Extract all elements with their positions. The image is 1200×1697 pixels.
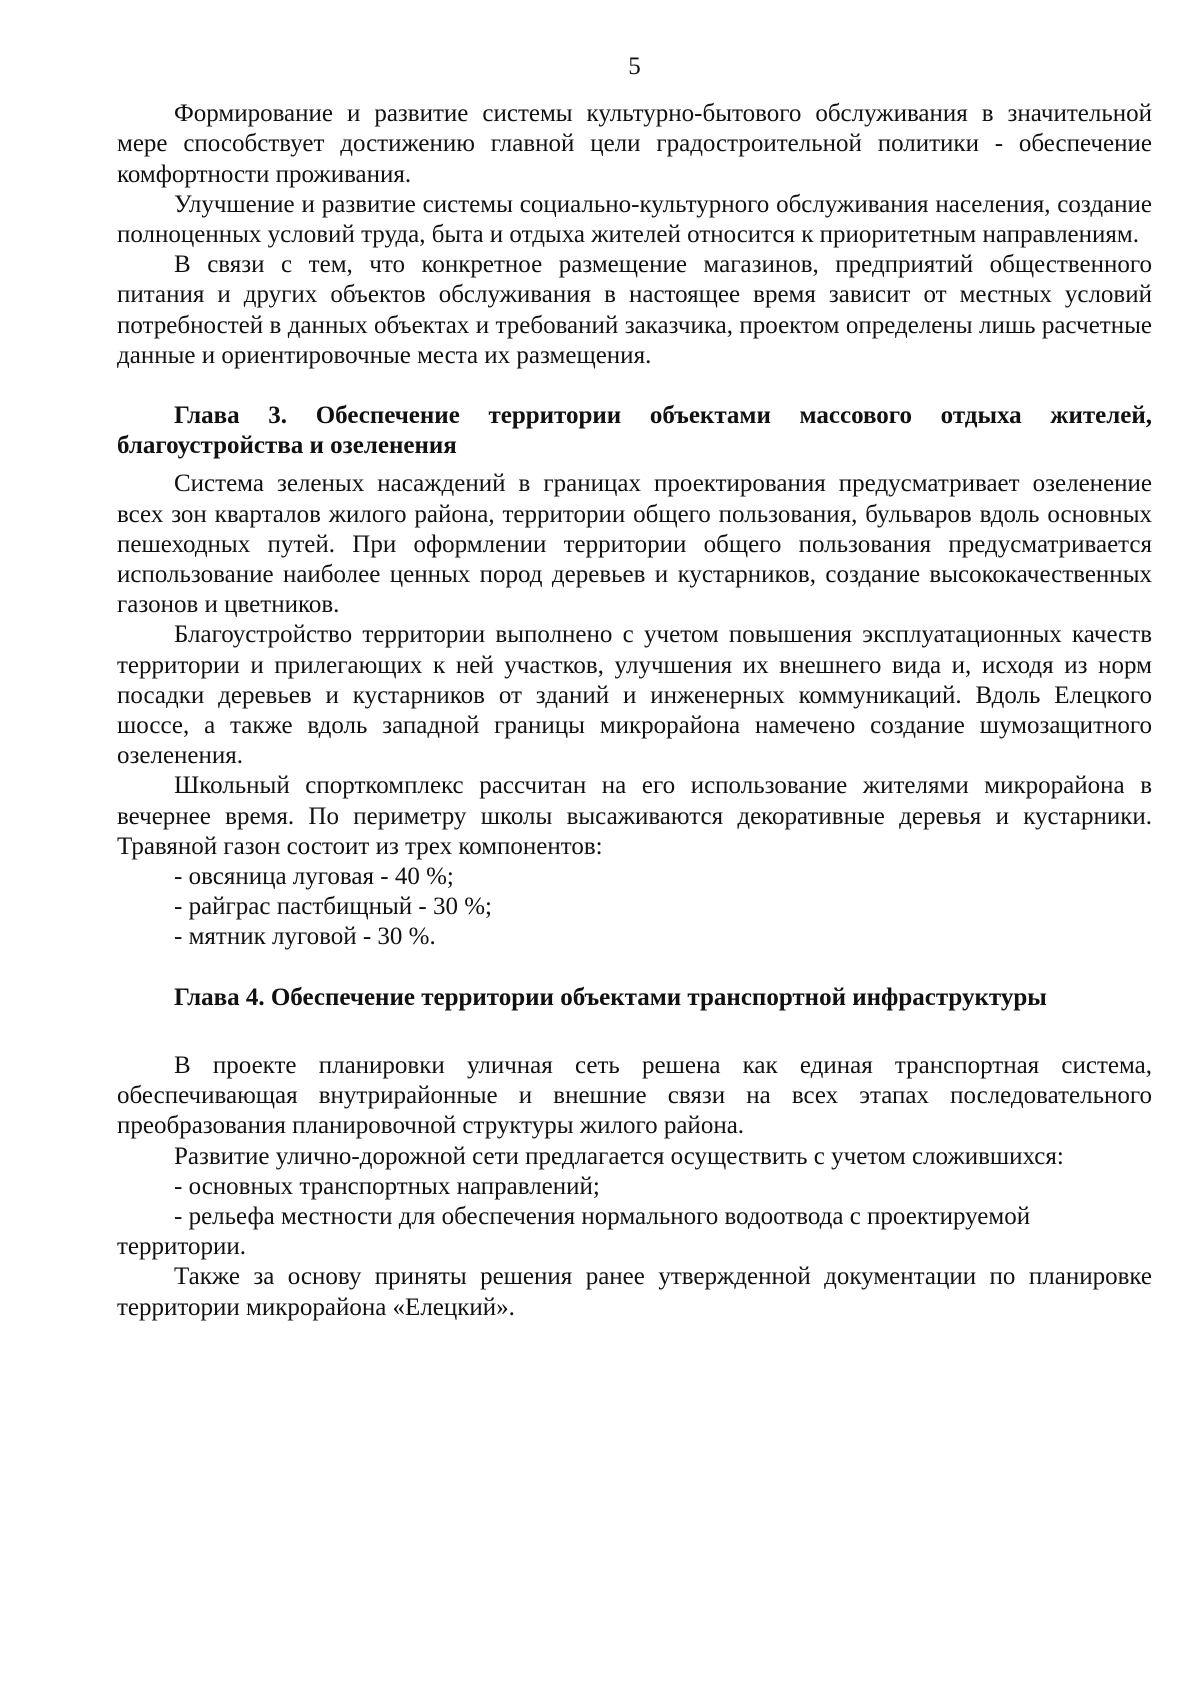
chapter-3-paragraph-1: Система зеленых насаждений в границах проектирования предусматривает озеленение всех зон кварталов жилого района, территории общего пользования, бульваров вдоль основных пешеходных путей. При оформлении территории общего пользования предусматривается использование наиболее ценных пород деревьев и кустарников, создание высококачественных газонов и цветников.	[117, 470, 1152, 619]
section-spacer	[117, 371, 1152, 401]
chapter-3-heading: Глава 3. Обеспечение территории объектами массового отдыха жителей, благоустройства и озеленения	[117, 402, 1152, 460]
list-item: - рельефа местности для обеспечения нормального водоотвода с проектируемой территории.	[117, 1202, 1031, 1261]
page-number: 5	[628, 53, 641, 80]
intro-paragraph-1: Формирование и развитие системы культурно-бытового обслуживания в значительной мере способствует достижению главной цели градостроительной политики - обеспечение комфортности проживания.	[117, 100, 1152, 188]
section-spacer	[117, 953, 1152, 983]
road-network-factors-list	[117, 1172, 1152, 1263]
document-page	[117, 52, 1152, 1323]
chapter-4-paragraph-2: Развитие улично-дорожной сети предлагается осуществить с учетом сложившихся:	[174, 1142, 1064, 1170]
chapter-4-paragraph-1: В проекте планировки уличная сеть решена как единая транспортная система, обеспечивающая внутрирайонные и внешние связи на всех этапах последовательного преобразования планировочной структуры жилого района.	[117, 1051, 1152, 1140]
chapter-4-paragraph-3: Также за основу приняты решения ранее утвержденной документации по планировке территории микрорайона «Елецкий».	[117, 1263, 1152, 1321]
chapter-3-paragraph-3: Школьный спорткомплекс рассчитан на его использование жителями микрорайона в вечернее время. По периметру школы высаживаются декоративные деревья и кустарники. Травяной газон состоит из трех компонентов:	[117, 772, 1152, 860]
list-item: - мятник луговой - 30 %.	[174, 923, 436, 951]
intro-paragraph-3: В связи с тем, что конкретное размещение магазинов, предприятий общественного питания и других объектов обслуживания в настоящее время зависит от местных условий потребностей в данных объектах и требований заказчика, проектом определены лишь расчетные данные и ориентировочные места их размещения.	[117, 251, 1152, 369]
section-spacer	[117, 1013, 1152, 1051]
chapter-3-paragraph-2: Благоустройство территории выполнено с учетом повышения эксплуатационных качеств территории и прилегающих к ней участков, улучшения их внешнего вида и, исходя из норм посадки деревьев и кустарников от зданий и инженерных коммуникаций. Вдоль Елецкого шоссе, а также вдоль западной границы микрорайона намечено создание шумозащитного озеленения.	[117, 621, 1152, 770]
chapter-4-heading: Глава 4. Обеспечение территории объектами транспортной инфраструктуры	[174, 983, 1047, 1011]
intro-paragraph-2: Улучшение и развитие системы социально-культурного обслуживания населения, создание полноценных условий труда, быта и отдыха жителей относится к приоритетным направлениям.	[117, 190, 1152, 249]
list-item: - основных транспортных направлений;	[174, 1172, 600, 1200]
list-item: - райграс пастбищный - 30 %;	[174, 893, 492, 921]
section-spacer	[117, 461, 1152, 469]
list-item: - овсяница луговая - 40 %;	[174, 863, 454, 891]
lawn-components-list	[117, 862, 1152, 953]
